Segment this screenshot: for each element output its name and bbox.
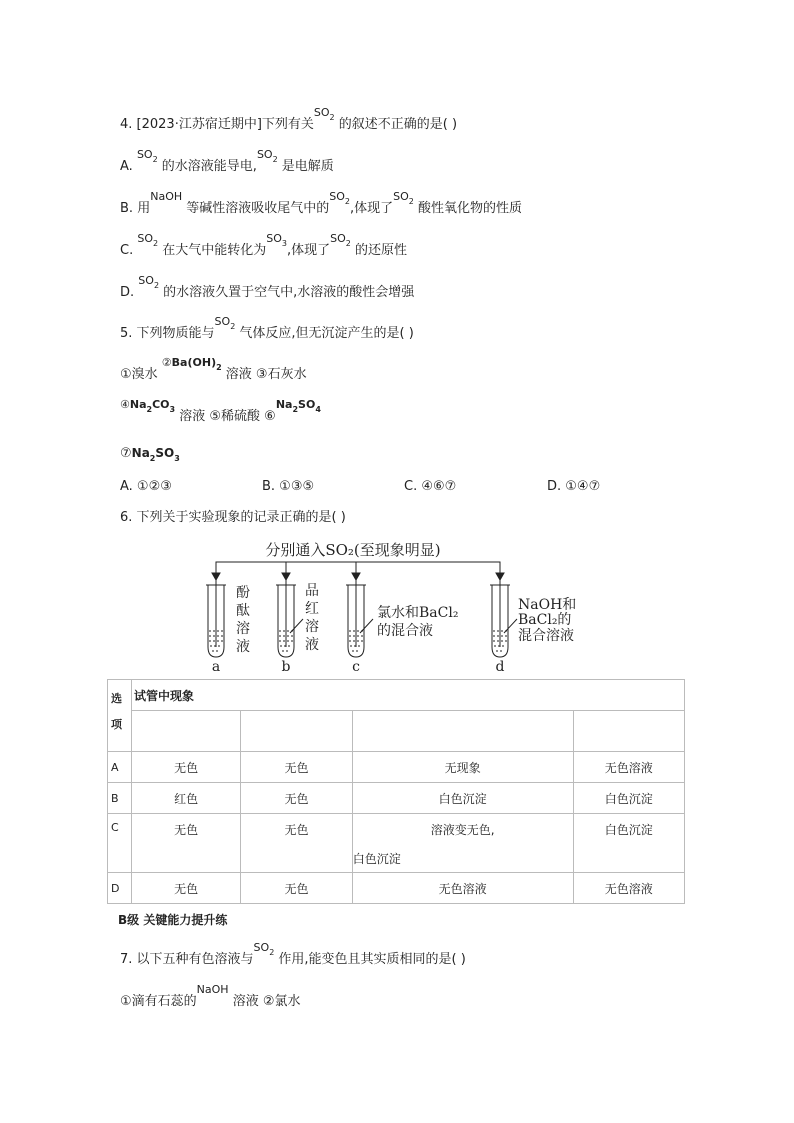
row-option: C — [108, 814, 132, 873]
tube-d-label: BaCl₂的 — [518, 612, 572, 628]
tube-a-label: 酚 — [236, 585, 250, 601]
tube-letter-b: b — [281, 659, 291, 675]
formula-na2co3: Na2CO3 — [129, 398, 176, 414]
q6-stem: 6. 下列关于实验现象的记录正确的是( ) — [120, 510, 346, 525]
cell: 无色溶液 — [573, 873, 684, 904]
q5-row2 — [120, 398, 321, 427]
subheader-cell — [241, 711, 352, 752]
option-label: B. — [120, 201, 134, 216]
test-tube-c — [346, 577, 373, 657]
item-text: 溶液 ⑤稀硫酸 ⑥ — [175, 409, 276, 424]
subheader-cell — [573, 711, 684, 752]
option-text: 的水溶液能导电, — [157, 159, 257, 174]
cell: 白色沉淀 — [573, 783, 684, 814]
tube-c-label: 的混合液 — [377, 623, 433, 639]
q4-option-a[interactable] — [120, 148, 334, 177]
option-text: 的水溶液久置于空气中,水溶液的酸性会增强 — [159, 285, 415, 300]
option-label: C. — [120, 243, 134, 258]
item-marker: ② — [161, 356, 172, 369]
cell-line: 白色沉淀 — [352, 852, 401, 866]
cell: 红色 — [131, 783, 240, 814]
tube-c-label: 氯水和BaCl₂ — [377, 605, 459, 621]
q5-stem — [120, 315, 414, 344]
option-label: D. — [120, 285, 135, 300]
formula-na2so4: Na2SO4 — [275, 398, 321, 414]
q5-answer-d[interactable]: D. ①④⑦ — [547, 479, 601, 494]
subheader-cell — [352, 711, 573, 752]
tube-b-label: 红 — [305, 601, 319, 617]
table-row[interactable] — [108, 873, 685, 904]
formula-so2: SO2 — [136, 148, 158, 164]
formula-so2: SO2 — [313, 106, 335, 122]
cell: 无色 — [241, 814, 352, 873]
cell: 无色溶液 — [573, 752, 684, 783]
tube-letter-c: c — [352, 659, 360, 675]
test-tube-b — [276, 577, 303, 657]
tube-d-label: 混合溶液 — [518, 628, 574, 644]
formula-na2so3: $Na_2SO_3$ — [131, 446, 180, 463]
q7-stem — [120, 941, 466, 970]
q5-prefix: 5. 下列物质能与 — [120, 326, 215, 341]
cell: 白色沉淀 — [352, 783, 573, 814]
formula-so2: SO2 — [137, 232, 159, 248]
option-text: 在大气中能转化为 — [158, 243, 267, 258]
item-marker: ④ — [120, 398, 130, 411]
q5-answer-c[interactable]: C. ④⑥⑦ — [404, 479, 457, 494]
option-text: 的还原性 — [350, 243, 407, 258]
table-row[interactable] — [108, 783, 685, 814]
tube-letter-d: d — [495, 659, 505, 675]
formula-so2: SO2 — [329, 190, 350, 206]
option-text: 等碱性溶液吸收尾气中的 — [182, 201, 330, 216]
formula-so2: SO2 — [256, 148, 278, 164]
header-observation: 试管中现象 — [131, 680, 684, 711]
formula-naoh: NaOH — [196, 983, 229, 996]
option-text: 用 — [137, 201, 151, 216]
q5-answer-a[interactable]: A. ①②③ — [120, 479, 172, 494]
row-option: D — [108, 873, 132, 904]
q5-row3 — [120, 444, 180, 464]
item-text: 溶液 ③石灰水 — [221, 367, 307, 382]
tube-a-label: 液 — [236, 639, 250, 655]
tube-b-label: 液 — [305, 637, 319, 653]
item-marker: ⑦ — [120, 446, 132, 461]
gas-inlet-line — [216, 562, 500, 570]
tube-a-label: 溶 — [236, 621, 250, 637]
formula-so2: SO2 — [330, 232, 351, 248]
cell: 无色 — [241, 752, 352, 783]
formula-so2: SO2 — [253, 941, 275, 957]
formula-so2: SO2 — [138, 274, 160, 290]
cell: 白色沉淀 — [573, 814, 684, 873]
subheader-cell — [131, 711, 240, 752]
formula-baoh2: Ba(OH)2 — [171, 356, 222, 372]
option-text: 酸性氧化物的性质 — [413, 201, 523, 216]
tube-letter-a: a — [211, 659, 221, 675]
test-tube-d — [490, 577, 517, 657]
test-tube-a — [206, 577, 226, 657]
option-label: A. — [120, 159, 133, 174]
q4-prefix: 4. [2023·江苏宿迁期中]下列有关 — [120, 117, 314, 132]
cell: 无色溶液 — [352, 873, 573, 904]
q4-option-d[interactable] — [120, 274, 415, 303]
cell: 无现象 — [352, 752, 573, 783]
q4-option-b[interactable] — [120, 190, 523, 219]
table-row[interactable] — [108, 814, 685, 873]
tube-a-label: 酞 — [236, 603, 250, 619]
q4-stem — [120, 106, 458, 135]
row-option: A — [108, 752, 132, 783]
option-text: 是电解质 — [277, 159, 334, 174]
q5-answer-b[interactable]: B. ①③⑤ — [262, 479, 315, 494]
cell: 无色 — [131, 814, 240, 873]
cell: 无色 — [241, 873, 352, 904]
q7-items — [120, 983, 301, 1011]
cell — [352, 814, 573, 873]
cell: 无色 — [131, 752, 240, 783]
q4-suffix: 的叙述不正确的是( ) — [334, 117, 458, 132]
item-text: ①滴有石蕊的 — [120, 994, 197, 1009]
table-subheader-row — [108, 711, 685, 752]
row-option: B — [108, 783, 132, 814]
tube-b-label: 溶 — [305, 619, 319, 635]
q7-prefix: 7. 以下五种有色溶液与 — [120, 952, 254, 967]
q4-option-c[interactable] — [120, 232, 407, 261]
formula-so2: SO2 — [393, 190, 414, 206]
option-text: ,体现了 — [350, 201, 394, 216]
q7-suffix: 作用,能变色且其实质相同的是( ) — [274, 952, 466, 967]
cell: 无色 — [241, 783, 352, 814]
test-tube-diagram — [0, 535, 794, 675]
q5-suffix: 气体反应,但无沉淀产生的是( ) — [235, 326, 414, 341]
tube-b-label: 品 — [305, 583, 319, 599]
table-row[interactable] — [108, 752, 685, 783]
section-b-heading: B级 关键能力提升练 — [118, 913, 228, 927]
formula-so2: SO2 — [214, 315, 236, 331]
table-header-row — [108, 680, 685, 711]
tube-d-label: NaOH和 — [518, 597, 577, 613]
header-option: 选 项 — [108, 680, 132, 752]
item-text: 溶液 ②氯水 — [228, 994, 301, 1009]
q5-row1 — [120, 356, 307, 385]
option-text: ,体现了 — [286, 243, 331, 258]
formula-so3: SO3 — [266, 232, 287, 248]
cell-line: 溶液变无色, — [430, 823, 495, 837]
item-text: ①溴水 — [120, 367, 162, 382]
formula-naoh: NaOH — [150, 190, 183, 203]
observation-table — [107, 679, 685, 904]
diagram-top-label: 分别通入SO₂(至现象明显) — [265, 541, 441, 559]
cell: 无色 — [131, 873, 240, 904]
